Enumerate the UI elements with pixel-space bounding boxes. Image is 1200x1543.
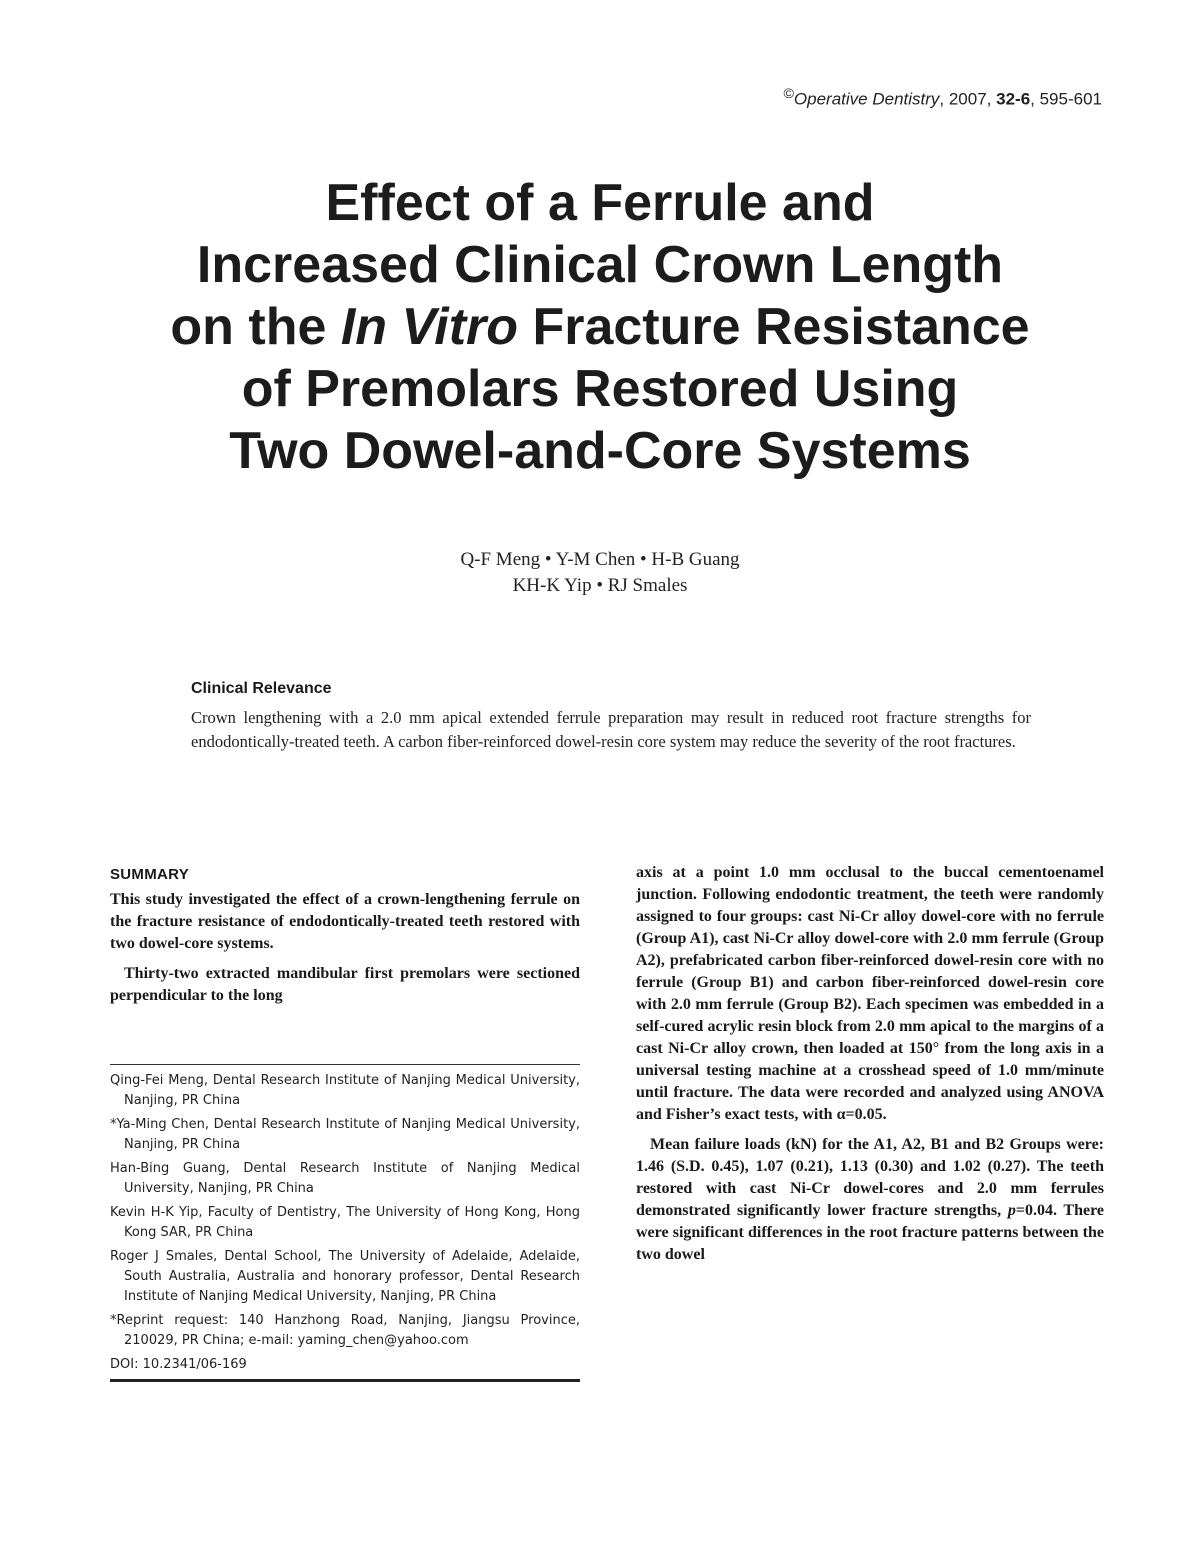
summary-paragraph-2: Thirty-two extracted mandibular first premolars were sectioned perpendicular to the long bbox=[110, 965, 580, 1004]
summary-column-left bbox=[110, 866, 580, 1015]
clinical-relevance-text: Crown lengthening with a 2.0 mm apical extended ferrule preparation may result in reduced root fracture strengths for endodontically-treated teeth. A carbon fiber-reinforced dowel-resin core system may reduce the severity of the root fractures. bbox=[191, 708, 1031, 751]
summary-paragraph-3-tail: =0.04. There were significant differences in the root fracture patterns between the two dowel bbox=[636, 1202, 1104, 1263]
affiliation-entry: *Ya-Ming Chen, Dental Research Institute of Nanjing Medical University, Nanjing, PR China bbox=[110, 1117, 580, 1152]
reprint-request: *Reprint request: 140 Hanzhong Road, Nanjing, Jiangsu Province, 210029, PR China; e-mail: yaming_chen@yahoo.com bbox=[110, 1313, 580, 1348]
author-line-2: KH-K Yip • RJ Smales bbox=[512, 575, 688, 596]
affiliation-entry: Qing-Fei Meng, Dental Research Institute of Nanjing Medical University, Nanjing, PR China bbox=[110, 1073, 580, 1108]
journal-citation bbox=[783, 86, 1102, 110]
summary-paragraph-1: This study investigated the effect of a crown-lengthening ferrule on the fracture resistance of endodontically-treated teeth restored with two dowel-core systems. bbox=[110, 891, 580, 952]
clinical-relevance-box bbox=[191, 680, 1031, 754]
clinical-relevance-heading: Clinical Relevance bbox=[191, 680, 332, 697]
affiliation-entry: Han-Bing Guang, Dental Research Institute of Nanjing Medical University, Nanjing, PR China bbox=[110, 1161, 580, 1196]
title-line-4: of Premolars Restored Using bbox=[241, 360, 959, 418]
summary-paragraph-2-continued: axis at a point 1.0 mm occlusal to the buccal cementoenamel junction. Following endodontic treatment, the teeth were randomly assigned to four groups: cast Ni-Cr alloy dowel-core with no ferrule (Group A1), cast Ni-Cr alloy dowel-core with 2.0 mm ferrule (Group A2), prefabricated carbon fiber-reinforced dowel-resin core with no ferrule (Group B1) and carbon fiber-reinforced dowel-resin core with 2.0 mm ferrule (Group B2). Each specimen was embedded in a self-cured acrylic resin block from 2.0 mm apical to the margins of a cast Ni-Cr alloy crown, then loaded at 150° from the long axis in a universal testing machine at a crosshead speed of 1.0 mm/minute until fracture. The data were recorded and analyzed using ANOVA and Fisher’s exact tests, with α=0.05. bbox=[636, 864, 1104, 1123]
title-line-3-pre: on the bbox=[170, 298, 341, 356]
author-list bbox=[100, 547, 1100, 599]
summary-column-right bbox=[636, 862, 1104, 1274]
summary-heading: SUMMARY bbox=[110, 866, 190, 883]
article-title bbox=[100, 172, 1100, 482]
affiliation-entry: Kevin H-K Yip, Faculty of Dentistry, The University of Hong Kong, Hong Kong SAR, PR China bbox=[110, 1205, 580, 1240]
journal-name: Operative Dentistry bbox=[793, 89, 940, 109]
title-line-1: Effect of a Ferrule and bbox=[325, 174, 875, 232]
title-line-3 bbox=[100, 296, 1100, 358]
doi-link[interactable]: DOI: 10.2341/06-169 bbox=[110, 1355, 580, 1382]
journal-pages: , 595-601 bbox=[1030, 89, 1102, 109]
title-line-3-post: Fracture Resistance bbox=[518, 298, 1030, 356]
author-line-1: Q-F Meng • Y-M Chen • H-B Guang bbox=[460, 549, 740, 570]
journal-volume-issue: 32-6 bbox=[996, 89, 1031, 109]
title-line-5: Two Dowel-and-Core Systems bbox=[229, 422, 971, 480]
author-affiliations bbox=[110, 1064, 580, 1382]
summary-paragraph-3 bbox=[636, 1134, 1104, 1266]
copyright-symbol: © bbox=[783, 86, 794, 102]
summary-paragraph-3-text: Mean failure loads (kN) for the A1, A2, B1 and B2 Groups were: 1.46 (S.D. 0.45), 1.07 (0.21), 1.13 (0.30) and 1.02 (0.27). The teeth restored with cast Ni-Cr dowel-cores and 2.0 mm ferrules demonstrated significantly lower fracture strengths, bbox=[636, 1136, 1104, 1219]
title-line-3-italic: In Vitro bbox=[340, 298, 519, 356]
journal-year: , 2007, bbox=[939, 89, 997, 109]
title-line-2: Increased Clinical Crown Length bbox=[196, 236, 1004, 294]
affiliation-entry: Roger J Smales, Dental School, The University of Adelaide, Adelaide, South Australia, Australia and honorary professor, Dental Research Institute of Nanjing Medical University, Nanjing, PR China bbox=[110, 1249, 580, 1304]
p-value-symbol: p bbox=[1007, 1202, 1016, 1219]
